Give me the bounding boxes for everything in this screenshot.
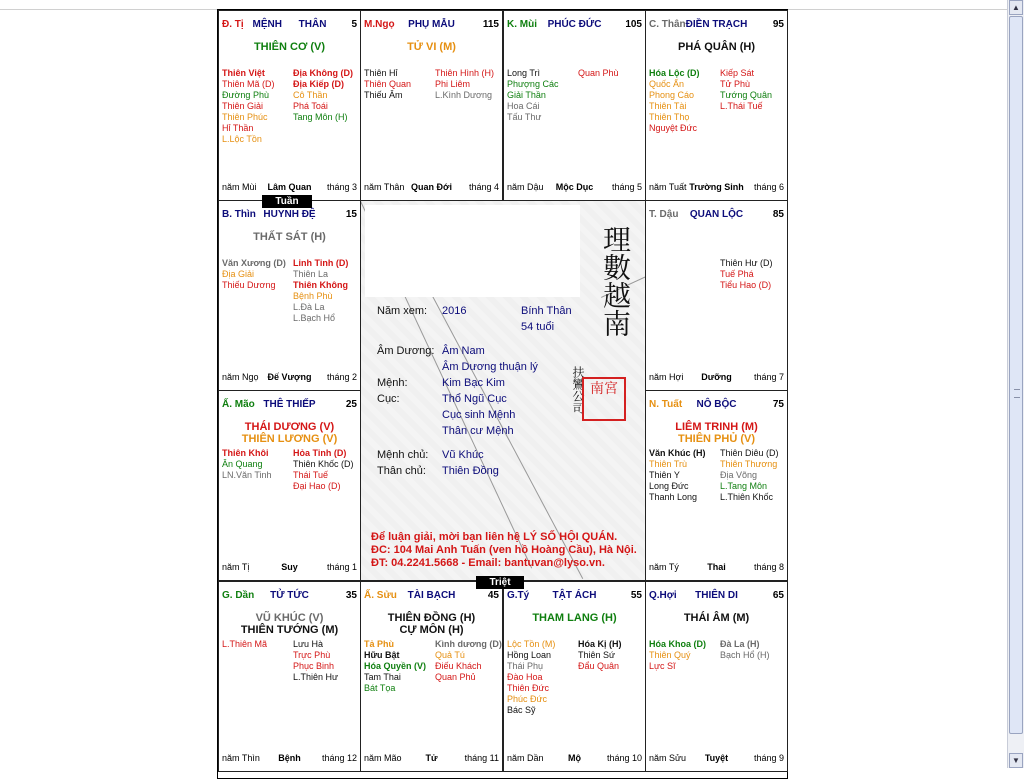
footer-month: tháng 8	[753, 562, 784, 572]
contact-address: ĐC: 104 Mai Anh Tuấn (ven hồ Hoàng Cầu), Hà Nội.	[371, 544, 637, 556]
footer-stage: Thai	[707, 562, 726, 572]
palace-name: PHỤ MẪU	[408, 19, 455, 30]
main-star: THÁI DƯƠNG (V)	[244, 421, 335, 433]
main-stars	[504, 612, 645, 624]
palace-number: 85	[772, 209, 784, 220]
minor-star: Tả Phù	[364, 639, 395, 649]
palace-suu	[360, 581, 503, 772]
scroll-down-arrow-icon[interactable]: ▼	[1009, 753, 1023, 768]
minor-star: Tang Môn (H)	[293, 112, 348, 122]
minor-star: Bác Sỹ	[507, 705, 536, 715]
minor-star: Hồng Loan	[507, 650, 552, 660]
minor-star: Tấu Thư	[507, 112, 542, 122]
minor-star: Quốc Ấn	[649, 79, 685, 89]
minor-star: Hoa Cái	[507, 101, 540, 111]
grip-icon	[1014, 389, 1020, 398]
palace-name: TỬ TỨC	[270, 590, 309, 601]
minor-star: Địa Không (D)	[293, 68, 353, 78]
minor-star: Thiếu Dương	[222, 280, 276, 290]
scroll-thumb[interactable]	[1009, 16, 1023, 734]
main-star: THIÊN CƠ (V)	[253, 41, 326, 53]
triet-marker: Triệt	[476, 576, 524, 589]
tuan-marker: Tuần	[262, 195, 312, 208]
main-stars	[361, 41, 502, 53]
palace-name: THÊ THIẾP	[263, 399, 316, 410]
red-seal-stamp: 南宮	[582, 377, 626, 421]
minor-star: Thiên Hư (D)	[720, 258, 773, 268]
minor-star: Hóa Kị (H)	[578, 639, 622, 649]
minor-star: Thiên Tài	[649, 101, 687, 111]
footer-month: tháng 3	[326, 182, 357, 192]
palace-header	[364, 19, 499, 33]
minor-star: Thiếu Âm	[364, 90, 403, 100]
minor-star: Thiên Trù	[649, 459, 688, 469]
contact-block	[371, 531, 637, 570]
cuc-value: Thổ Ngũ Cục	[442, 393, 507, 405]
footer-month: tháng 6	[753, 182, 784, 192]
minor-star: Lưu Hà	[293, 639, 324, 649]
calligraphy-small: 扶鸞公司	[571, 366, 585, 414]
main-star: PHÁ QUÂN (H)	[678, 41, 755, 53]
footer-stage: Quan Đới	[411, 182, 452, 192]
palace-ti	[218, 10, 361, 201]
minor-star: Đường Phù	[222, 90, 269, 100]
minor-star: L.Đà La	[293, 302, 325, 312]
minor-star: LN.Văn Tinh	[222, 470, 272, 480]
minor-stars-right	[578, 639, 622, 672]
minor-star: Thiên Hình (H)	[435, 68, 495, 78]
palace-thin	[218, 200, 361, 391]
palace-stem: Q.Hợi	[649, 590, 677, 601]
palace-name: HUYNH ĐỆ	[263, 209, 316, 220]
palace-number: 15	[345, 209, 357, 220]
minor-star: Văn Khúc (H)	[649, 448, 706, 458]
minor-stars-left	[222, 639, 267, 650]
main-star: LIÊM TRINH (M)	[675, 421, 758, 433]
footer-stage: Trường Sinh	[689, 182, 744, 192]
footer-year: năm Mão	[364, 753, 402, 763]
footer-year: năm Dậu	[507, 182, 544, 192]
contact-line: Để luận giải, mời bạn liên hệ LÝ SỐ HỘI QUÁN.	[371, 531, 618, 543]
palace-number: 55	[630, 590, 642, 601]
palace-name: THIÊN DI	[695, 590, 738, 601]
minor-star: Bạch Hổ (H)	[720, 650, 770, 660]
minor-star: L.Tang Môn	[720, 481, 768, 491]
minor-star: Thiên Y	[649, 470, 680, 480]
palace-name: PHÚC ĐỨC	[547, 19, 602, 30]
minor-star: Địa Kiếp (D)	[293, 79, 345, 89]
palace-footer	[507, 182, 642, 194]
palace-number: 65	[772, 590, 784, 601]
menh-value: Kim Bạc Kim	[442, 377, 505, 389]
palace-footer	[222, 753, 357, 765]
minor-stars-right	[720, 258, 773, 291]
minor-star: Hóa Khoa (D)	[649, 639, 706, 649]
minor-star: L.Thái Tuế	[720, 101, 763, 111]
footer-stage: Lâm Quan	[267, 182, 312, 192]
minor-star: Đà La (H)	[720, 639, 760, 649]
footer-year: năm Thân	[364, 182, 405, 192]
palace-footer	[649, 182, 784, 194]
minor-star: Bệnh Phù	[293, 291, 333, 301]
photo-placeholder	[365, 205, 580, 297]
minor-star: Thiên Hỉ	[364, 68, 398, 78]
palace-dau	[645, 200, 788, 391]
minor-star: Bát Tọa	[364, 683, 396, 693]
minor-star: Linh Tinh (D)	[293, 258, 349, 268]
palace-name: QUAN LỘC	[689, 209, 744, 220]
footer-month: tháng 4	[468, 182, 499, 192]
palace-footer	[222, 562, 357, 574]
minor-star: Hỏa Tinh (D)	[293, 448, 347, 458]
menh-label: Mệnh:	[377, 377, 408, 389]
palace-dan	[218, 581, 361, 772]
minor-stars-left	[649, 639, 706, 672]
palace-footer	[364, 182, 499, 194]
footer-stage: Đế Vượng	[267, 372, 312, 382]
minor-star: Phượng Các	[507, 79, 559, 89]
minor-star: Tướng Quân	[720, 90, 772, 100]
palace-stem: Ấ. Sửu	[364, 590, 397, 601]
footer-stage: Tuyệt	[704, 753, 729, 763]
footer-year: năm Tị	[222, 562, 250, 572]
main-stars	[219, 612, 360, 636]
minor-star: Thiên Không	[293, 280, 348, 290]
am-duong-relation: Âm Dương thuận lý	[442, 361, 538, 373]
minor-star: Phi Liêm	[435, 79, 471, 89]
palace-name: TẬT ÁCH	[552, 590, 597, 601]
footer-year: năm Dần	[507, 753, 544, 763]
minor-star: Điếu Khách	[435, 661, 482, 671]
minor-star: Thanh Long	[649, 492, 698, 502]
minor-star: Địa Giải	[222, 269, 255, 279]
main-star: THẤT SÁT (H)	[253, 231, 326, 243]
footer-stage: Mộ	[568, 753, 581, 763]
main-star: THIÊN ĐỒNG (H)	[387, 612, 476, 624]
main-stars	[219, 421, 360, 445]
footer-month: tháng 2	[326, 372, 357, 382]
minor-star: Thiên Khốc (D)	[293, 459, 354, 469]
minor-star: Phá Toái	[293, 101, 328, 111]
minor-star: Đại Hao (D)	[293, 481, 341, 491]
minor-star: Lộc Tồn (M)	[507, 639, 556, 649]
main-star: THIÊN TƯỚNG (M)	[240, 624, 339, 636]
footer-month: tháng 9	[753, 753, 784, 763]
minor-star: Giải Thần	[507, 90, 546, 100]
cuc-relation: Cục sinh Mệnh	[442, 409, 516, 421]
palace-number: 35	[345, 590, 357, 601]
main-star: THAM LANG (H)	[532, 612, 617, 624]
palace-name: ĐIỀN TRẠCH	[685, 19, 748, 30]
minor-star: Thiên Mã (D)	[222, 79, 275, 89]
than-cu-value: Thân cư Mệnh	[442, 425, 514, 437]
minor-stars-left	[649, 68, 700, 134]
minor-star: Phong Cáo	[649, 90, 695, 100]
palace-mui	[503, 10, 646, 201]
palace-number: 75	[772, 399, 784, 410]
palace-footer	[364, 753, 499, 765]
minor-stars-left	[507, 68, 558, 123]
minor-star: Thiên Phúc	[222, 112, 268, 122]
minor-star: Đào Hoa	[507, 672, 543, 682]
footer-year: năm Ngọ	[222, 372, 259, 382]
minor-star: Hóa Quyền (V)	[364, 661, 427, 671]
footer-month: tháng 1	[326, 562, 357, 572]
minor-star: L.Bạch Hổ	[293, 313, 336, 323]
palace-footer	[649, 372, 784, 384]
menh-chu-label: Mệnh chủ:	[377, 449, 429, 461]
palace-header	[649, 399, 784, 413]
palace-ngo	[360, 10, 503, 201]
minor-stars-right	[293, 448, 354, 492]
footer-month: tháng 11	[464, 753, 499, 763]
minor-stars-right	[293, 68, 353, 123]
am-duong-label: Âm Dương:	[377, 345, 435, 357]
minor-stars-right	[720, 68, 772, 112]
minor-stars-right	[293, 258, 348, 324]
minor-star: Quả Tú	[435, 650, 465, 660]
minor-star: Tam Thai	[364, 672, 401, 682]
footer-stage: Tử	[425, 753, 438, 763]
footer-month: tháng 7	[753, 372, 784, 382]
minor-stars-right	[293, 639, 338, 683]
palace-hoi	[645, 581, 788, 772]
main-stars	[646, 612, 787, 624]
cuc-label: Cục:	[377, 393, 400, 405]
palace-footer	[222, 372, 357, 384]
minor-star: Quan Phù	[578, 68, 619, 78]
minor-star: Phục Binh	[293, 661, 335, 671]
minor-star: Trực Phù	[293, 650, 331, 660]
minor-star: Lực Sĩ	[649, 661, 676, 671]
palace-number: 115	[482, 19, 499, 30]
minor-star: Văn Xương (D)	[222, 258, 286, 268]
minor-star: L.Kình Dương	[435, 90, 492, 100]
palace-number: 45	[487, 590, 499, 601]
palace-number: 105	[625, 19, 642, 30]
footer-month: tháng 12	[321, 753, 357, 763]
palace-header	[222, 590, 357, 604]
main-stars	[361, 612, 502, 636]
than-chu-value: Thiên Đồng	[442, 465, 499, 477]
footer-stage: Suy	[281, 562, 298, 572]
palace-stem: M.Ngọ	[364, 19, 395, 30]
palace-number: 5	[351, 19, 357, 30]
minor-star: Tiểu Hao (D)	[720, 280, 772, 290]
minor-star: Thiên Đức	[507, 683, 550, 693]
minor-star: Ân Quang	[222, 459, 263, 469]
minor-star: Nguyệt Đức	[649, 123, 698, 133]
footer-year: năm Mùi	[222, 182, 257, 192]
palace-header	[649, 19, 784, 33]
minor-star: Phúc Đức	[507, 694, 548, 704]
main-star: VŨ KHÚC (V)	[255, 612, 324, 624]
vertical-scrollbar[interactable]	[1007, 0, 1024, 768]
minor-star: Hữu Bật	[364, 650, 400, 660]
palace-header	[507, 19, 642, 33]
palace-than	[645, 10, 788, 201]
minor-star: Long Đức	[649, 481, 689, 491]
footer-year: năm Tuất	[649, 182, 687, 192]
minor-star: Kiếp Sát	[720, 68, 755, 78]
minor-stars-left	[364, 639, 426, 694]
minor-star: Thiên Quan	[364, 79, 412, 89]
menh-chu-value: Vũ Khúc	[442, 449, 484, 461]
palace-name: TÀI BẠCH	[407, 590, 456, 601]
palace-name: MỆNH THÂN	[252, 19, 327, 30]
palace-footer	[649, 562, 784, 574]
footer-year: năm Sửu	[649, 753, 687, 763]
minor-star: Đẩu Quân	[578, 661, 620, 671]
minor-star: Kình dương (D)	[435, 639, 502, 649]
minor-star: Tuế Phá	[720, 269, 754, 279]
palace-header	[649, 209, 784, 223]
minor-star: Thiên Khôi	[222, 448, 269, 458]
minor-star: Thiên Giải	[222, 101, 264, 111]
palace-footer	[222, 182, 357, 194]
palace-stem: T. Dậu	[649, 209, 679, 220]
palace-number: 25	[345, 399, 357, 410]
palace-stem: B. Thìn	[222, 209, 256, 220]
minor-star: Thiên Diêu (D)	[720, 448, 779, 458]
minor-star: Quan Phủ	[435, 672, 476, 682]
main-stars	[219, 41, 360, 53]
than-chu-label: Thân chủ:	[377, 465, 426, 477]
minor-star: L.Thiên Mã	[222, 639, 268, 649]
minor-stars-right	[435, 639, 502, 683]
palace-stem: G.Tý	[507, 590, 530, 601]
minor-star: Hóa Lộc (D)	[649, 68, 700, 78]
minor-stars-left	[507, 639, 555, 716]
palace-header	[364, 590, 499, 604]
footer-year: năm Thìn	[222, 753, 260, 763]
minor-stars-right	[435, 68, 494, 101]
footer-year: năm Hợi	[649, 372, 684, 382]
minor-star: Thiên Quý	[649, 650, 691, 660]
main-star: THIÊN PHỦ (V)	[678, 433, 755, 445]
minor-star: Thái Phụ	[507, 661, 544, 671]
palace-tuat	[645, 390, 788, 581]
minor-star: L.Thiên Hư	[293, 672, 339, 682]
astrology-chart	[217, 9, 788, 779]
minor-star: Long Trì	[507, 68, 541, 78]
minor-stars-right	[720, 448, 779, 503]
footer-stage: Dưỡng	[701, 372, 732, 382]
center-info-panel	[360, 200, 646, 581]
palace-header	[222, 19, 357, 33]
year-label: Năm xem:	[377, 305, 428, 317]
minor-star: L.Thiên Khốc	[720, 492, 774, 502]
am-duong-value: Âm Nam	[442, 345, 485, 357]
minor-star: Thiên Sứ	[578, 650, 616, 660]
palace-name: NÔ BỘC	[696, 399, 737, 410]
footer-month: tháng 10	[606, 753, 642, 763]
footer-stage: Mộc Dục	[555, 182, 594, 192]
palace-name-extra: THÂN	[298, 19, 327, 30]
minor-stars-left	[649, 448, 706, 503]
minor-stars-right	[720, 639, 770, 661]
year-value: 2016	[442, 305, 467, 317]
main-star: THIÊN LƯƠNG (V)	[241, 433, 338, 445]
palace-ty	[503, 581, 646, 772]
minor-star: Thiên Thương	[720, 459, 778, 469]
minor-stars-left	[222, 258, 286, 291]
minor-stars-left	[222, 448, 272, 481]
footer-month: tháng 5	[611, 182, 642, 192]
palace-stem: G. Dần	[222, 590, 255, 601]
main-stars	[646, 421, 787, 445]
main-star: THÁI ÂM (M)	[683, 612, 750, 624]
main-stars	[219, 231, 360, 243]
palace-header	[222, 399, 357, 413]
minor-stars-left	[364, 68, 411, 101]
scroll-up-arrow-icon[interactable]: ▲	[1009, 0, 1023, 15]
minor-star: Cô Thần	[293, 90, 328, 100]
palace-header	[649, 590, 784, 604]
minor-stars-left	[222, 68, 275, 145]
minor-stars-right	[578, 68, 619, 79]
minor-star: Thiên Việt	[222, 68, 265, 78]
year-can-chi: Bính Thân	[521, 305, 572, 317]
minor-star: Thái Tuế	[293, 470, 329, 480]
contact-phone-email: ĐT: 04.2241.5668 - Email: bantuvan@lyso.vn.	[371, 557, 605, 569]
palace-stem: Đ. Tị	[222, 19, 244, 30]
minor-star: Thiên Thọ	[649, 112, 690, 122]
palace-stem: N. Tuất	[649, 399, 683, 410]
palace-footer	[649, 753, 784, 765]
minor-star: Địa Võng	[720, 470, 758, 480]
palace-stem: C. Thân	[649, 19, 686, 30]
minor-star: Tử Phù	[720, 79, 751, 89]
footer-stage: Bệnh	[278, 753, 301, 763]
calligraphy-title: 理數越南	[599, 225, 632, 337]
palace-number: 95	[772, 19, 784, 30]
palace-header	[222, 209, 357, 223]
palace-mao	[218, 390, 361, 581]
palace-stem: K. Mùi	[507, 19, 537, 30]
palace-stem: Ấ. Mão	[222, 399, 255, 410]
palace-footer	[507, 753, 642, 765]
main-stars	[646, 41, 787, 53]
main-star: TỬ VI (M)	[407, 41, 456, 53]
main-star: CỰ MÔN (H)	[399, 624, 464, 636]
minor-star: Thiên La	[293, 269, 329, 279]
palace-header	[507, 590, 642, 604]
minor-star: Hỉ Thần	[222, 123, 254, 133]
age-value: 54 tuổi	[521, 321, 555, 333]
minor-star: L.Lộc Tồn	[222, 134, 262, 144]
footer-year: năm Tý	[649, 562, 679, 572]
